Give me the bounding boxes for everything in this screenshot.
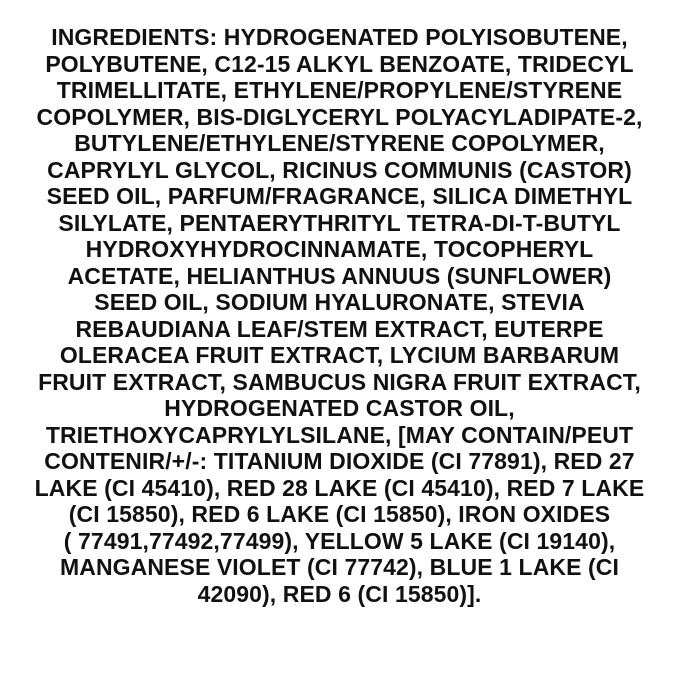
ingredients-line: ( 77491,77492,77499), YELLOW 5 LAKE (CI 19140), — [63, 527, 616, 554]
ingredients-line: OLERACEA FRUIT EXTRACT, LYCIUM BARBARUM — [59, 342, 620, 368]
ingredients-line: HYDROXYHYDROCINNAMATE, TOCOPHERYL — [85, 236, 594, 262]
ingredients-line: REBAUDIANA LEAF/STEM EXTRACT, EUTERPE — [75, 315, 604, 342]
ingredients-line: MANGANESE VIOLET (CI 77742), BLUE 1 LAKE (CI — [59, 554, 620, 580]
ingredients-line: SEED OIL, SODIUM HYALURONATE, STEVIA — [94, 289, 585, 315]
ingredients-line: BUTYLENE/ETHYLENE/STYRENE COPOLYMER, — [74, 130, 605, 156]
ingredients-line: TRIMELLITATE, ETHYLENE/PROPYLENE/STYRENE — [56, 77, 623, 103]
ingredients-line: INGREDIENTS: HYDROGENATED POLYISOBUTENE, — [51, 24, 628, 50]
ingredients-line: TRIETHOXYCAPRYLYLSILANE, [MAY CONTAIN/PEUT — [45, 421, 634, 448]
ingredients-line: POLYBUTENE, C12-15 ALKYL BENZOATE, TRIDECYL — [45, 50, 634, 77]
ingredients-line: (CI 15850), RED 6 LAKE (CI 15850), IRON OXIDES — [68, 501, 611, 527]
ingredients-line: ACETATE, HELIANTHUS ANNUUS (SUNFLOWER) — [67, 262, 612, 289]
ingredients-line: CAPRYLYL GLYCOL, RICINUS COMMUNIS (CASTOR) — [47, 156, 632, 183]
ingredients-line: HYDROGENATED CASTOR OIL, — [164, 395, 515, 421]
ingredients-line: COPOLYMER, BIS-DIGLYCERYL POLYACYLADIPATE-2, — [36, 103, 643, 130]
ingredients-line: SEED OIL, PARFUM/FRAGRANCE, SILICA DIMETHYL — [46, 183, 633, 209]
ingredients-text-block — [6, 24, 673, 607]
ingredients-line: CONTENIR/+/-: TITANIUM DIOXIDE (CI 77891), RED 27 — [44, 448, 635, 474]
ingredients-line: 42090), RED 6 (CI 15850)]. — [197, 580, 482, 607]
ingredients-line: SILYLATE, PENTAERYTHRITYL TETRA-DI-T-BUTYL — [58, 209, 621, 236]
ingredients-line: LAKE (CI 45410), RED 28 LAKE (CI 45410), RED 7 LAKE — [34, 474, 645, 501]
ingredients-line: FRUIT EXTRACT, SAMBUCUS NIGRA FRUIT EXTRACT, — [38, 368, 641, 395]
